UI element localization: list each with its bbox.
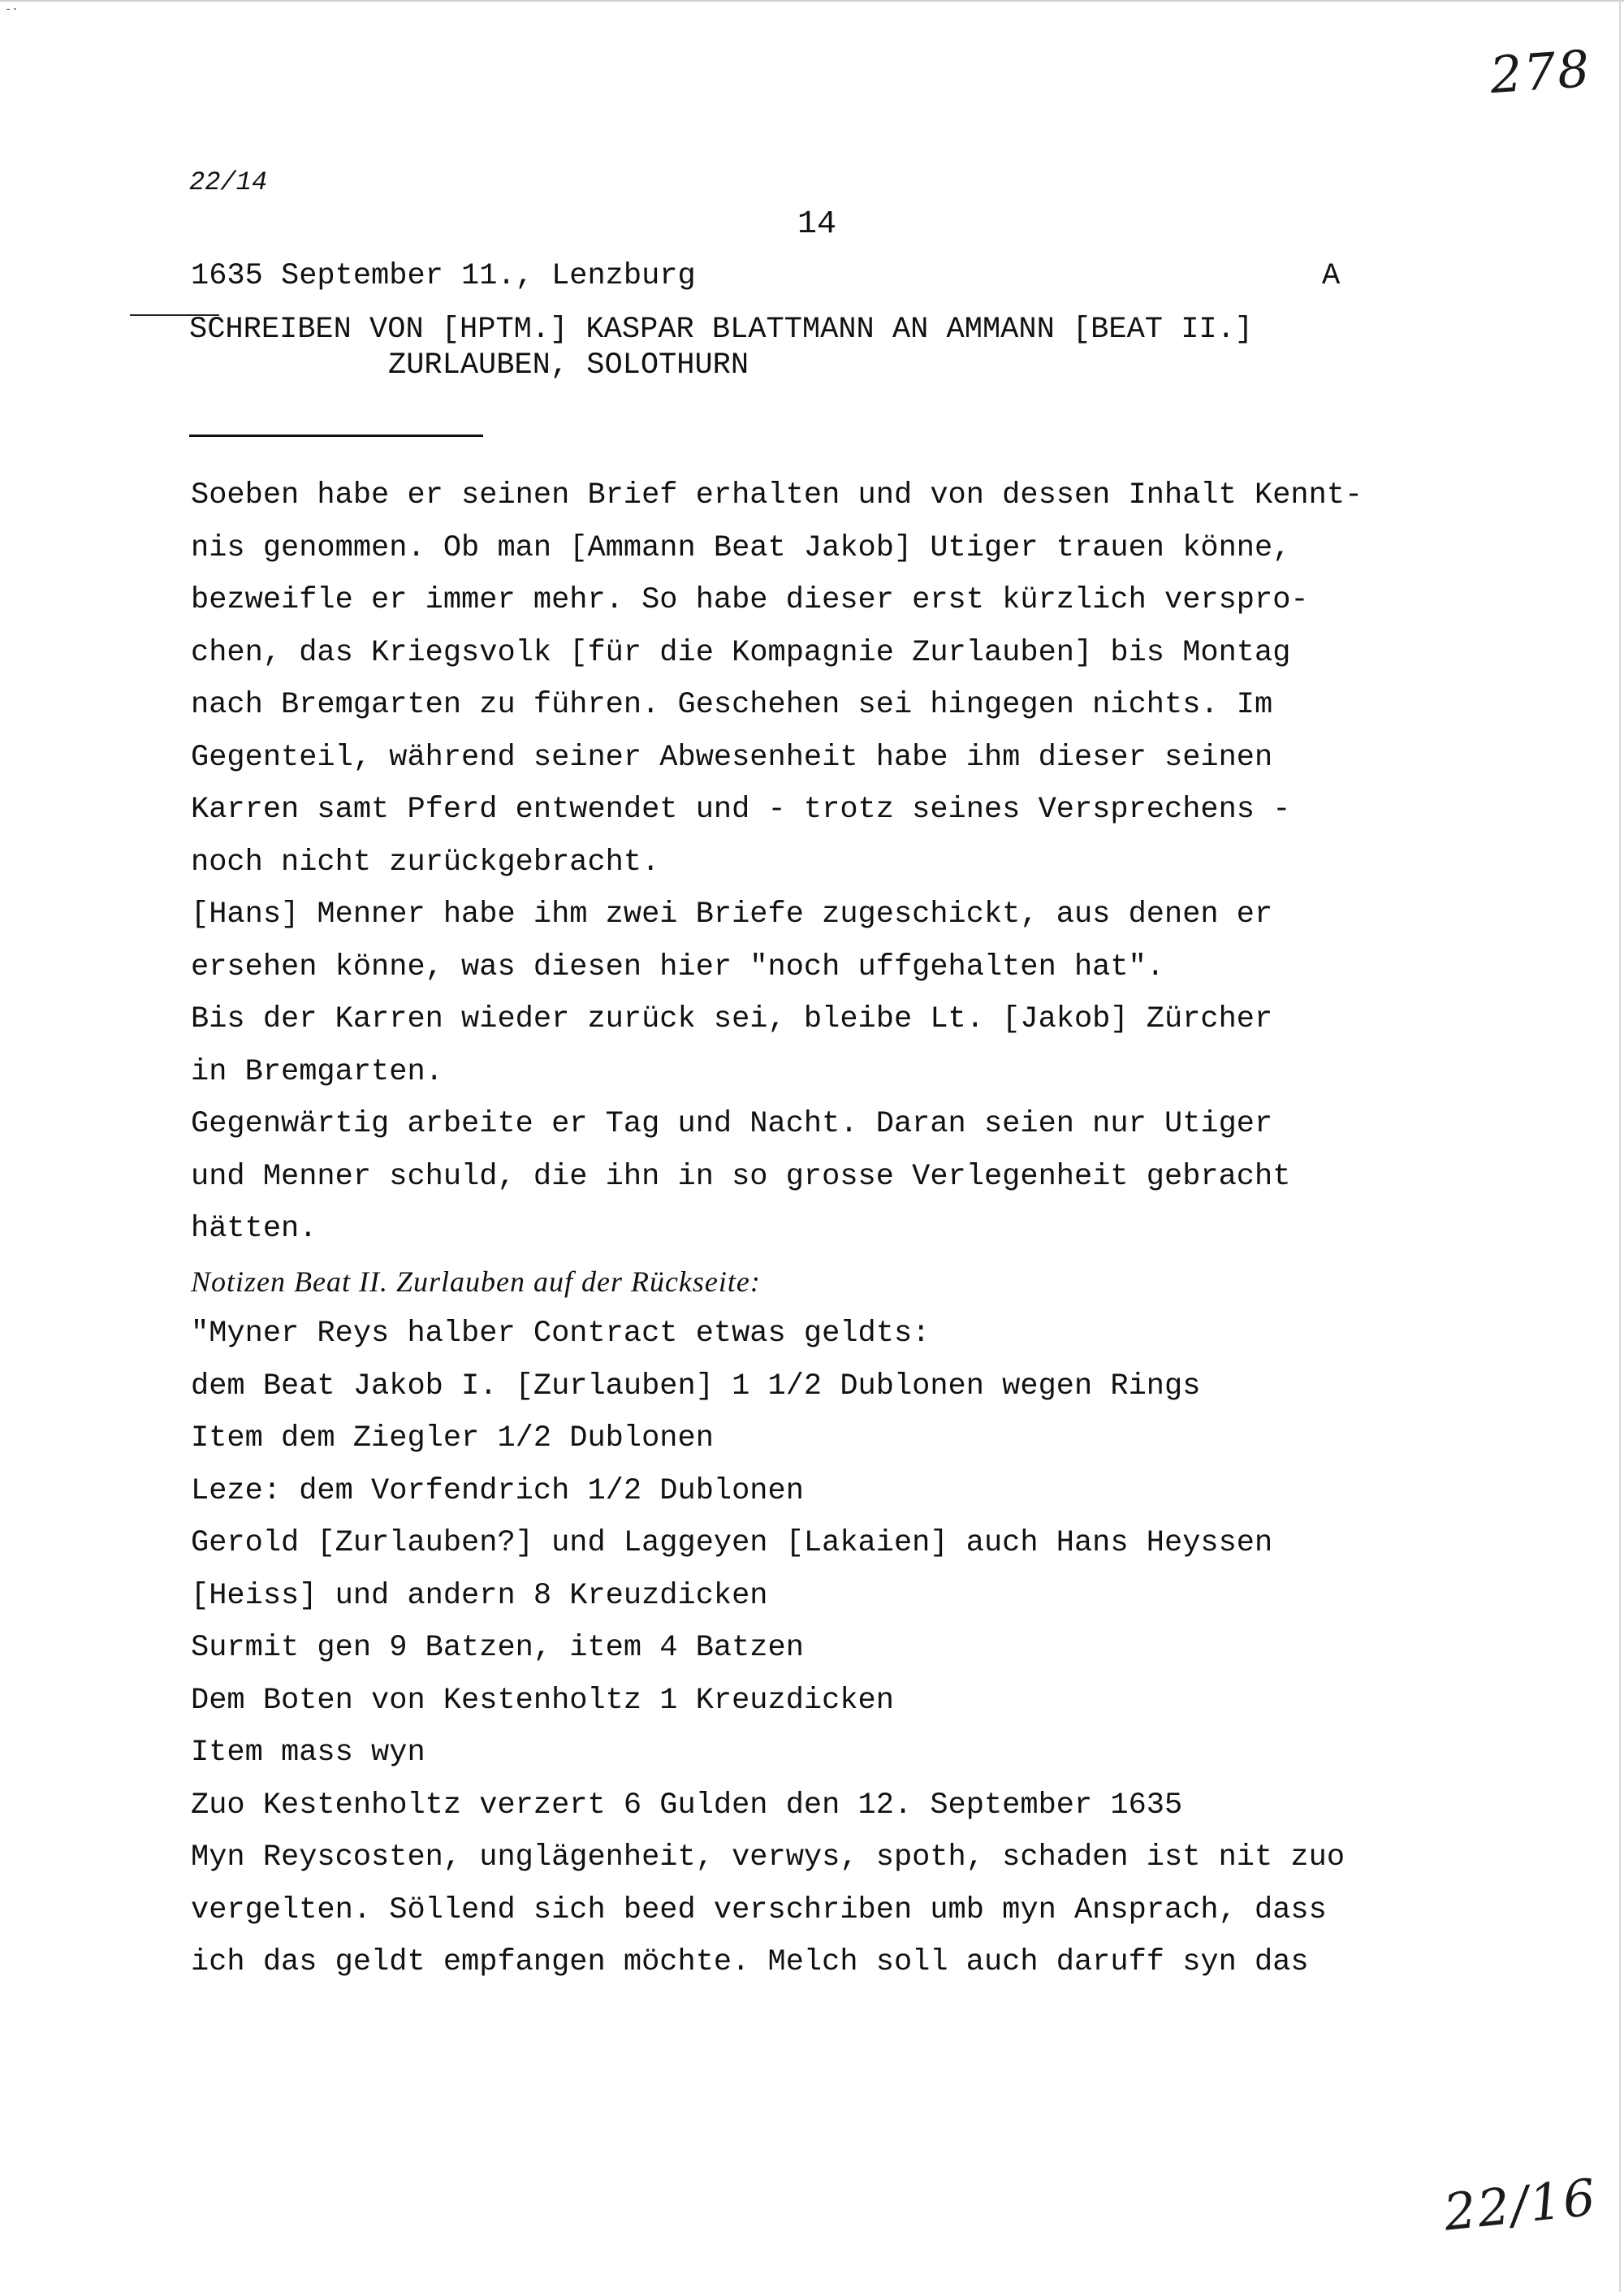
body-line: ersehen könne, was diesen hier "noch uffgehalten hat". xyxy=(191,949,1164,984)
body-line: Leze: dem Vorfendrich 1/2 Dublonen xyxy=(191,1473,804,1508)
body-line: Gerold [Zurlauben?] und Laggeyen [Lakaien] auch Hans Heyssen xyxy=(191,1526,1273,1560)
document-number: 14 xyxy=(797,206,837,243)
body-line: vergelten. Söllend sich beed verschriben umb myn Ansprach, dass xyxy=(191,1892,1327,1927)
body-line: noch nicht zurückgebracht. xyxy=(191,845,660,880)
notes-heading: Notizen Beat II. Zurlauben auf der Rückseite: xyxy=(191,1265,761,1298)
body-line: "Myner Reys halber Contract etwas geldts: xyxy=(191,1317,931,1351)
body-line: Zuo Kestenholtz verzert 6 Gulden den 12. September 1635 xyxy=(191,1788,1183,1823)
body-line: nach Bremgarten zu führen. Geschehen sei hingegen nichts. Im xyxy=(191,688,1273,722)
body-line: Myn Reyscosten, unglägenheit, verwys, spoth, schaden ist nit zuo xyxy=(191,1840,1345,1875)
body-line: Surmit gen 9 Batzen, item 4 Batzen xyxy=(191,1631,804,1665)
letter-body xyxy=(191,469,1571,1989)
copy-type-marker: A xyxy=(1322,259,1341,293)
body-line: ich das geldt empfangen möchte. Melch soll auch daruff syn das xyxy=(191,1945,1309,1979)
page-right-edge xyxy=(1619,0,1621,2292)
body-line: dem Beat Jakob I. [Zurlauben] 1 1/2 Dublonen wegen Rings xyxy=(191,1369,1201,1403)
body-line: Soeben habe er seinen Brief erhalten und von dessen Inhalt Kennt- xyxy=(191,478,1363,512)
body-line: bezweifle er immer mehr. So habe dieser erst kürzlich verspro- xyxy=(191,583,1309,617)
reference-number: 22/14 xyxy=(189,167,268,197)
handwritten-archive-number: 22/16 xyxy=(1440,2167,1600,2242)
body-line: Karren samt Pferd entwendet und - trotz seines Versprechens - xyxy=(191,793,1291,827)
body-line: Bis der Karren wieder zurück sei, bleibe Lt. [Jakob] Zürcher xyxy=(191,1002,1273,1036)
body-line: chen, das Kriegsvolk [für die Kompagnie Zurlauben] bis Montag xyxy=(191,635,1291,670)
body-line: Gegenteil, während seiner Abwesenheit habe ihm dieser seinen xyxy=(191,740,1273,775)
corner-mark: -· xyxy=(5,3,19,16)
body-line: hätten. xyxy=(191,1212,317,1246)
body-line: [Hans] Menner habe ihm zwei Briefe zugeschickt, aus denen er xyxy=(191,897,1273,932)
date-place-line: 1635 September 11., Lenzburg xyxy=(191,259,696,293)
body-line: Gegenwärtig arbeite er Tag und Nacht. Daran seien nur Utiger xyxy=(191,1107,1273,1141)
body-line: und Menner schuld, die ihn in so grosse Verlegenheit gebracht xyxy=(191,1159,1291,1194)
body-line: [Heiss] und andern 8 Kreuzdicken xyxy=(191,1578,768,1613)
page-top-edge xyxy=(0,0,1624,2)
document-title-line-1: SCHREIBEN VON [HPTM.] KASPAR BLATTMANN AN AMMANN [BEAT II.] xyxy=(189,313,1254,347)
body-line: Item dem Ziegler 1/2 Dublonen xyxy=(191,1421,714,1455)
body-line: Item mass wyn xyxy=(191,1736,425,1770)
document-title-line-2: ZURLAUBEN, SOLOTHURN xyxy=(388,348,749,383)
body-line: nis genommen. Ob man [Ammann Beat Jakob] Utiger trauen könne, xyxy=(191,530,1291,565)
body-line: Dem Boten von Kestenholtz 1 Kreuzdicken xyxy=(191,1683,894,1718)
body-line: in Bremgarten. xyxy=(191,1054,443,1089)
handwritten-folio-number: 278 xyxy=(1488,38,1593,106)
separator-rule xyxy=(189,435,483,437)
